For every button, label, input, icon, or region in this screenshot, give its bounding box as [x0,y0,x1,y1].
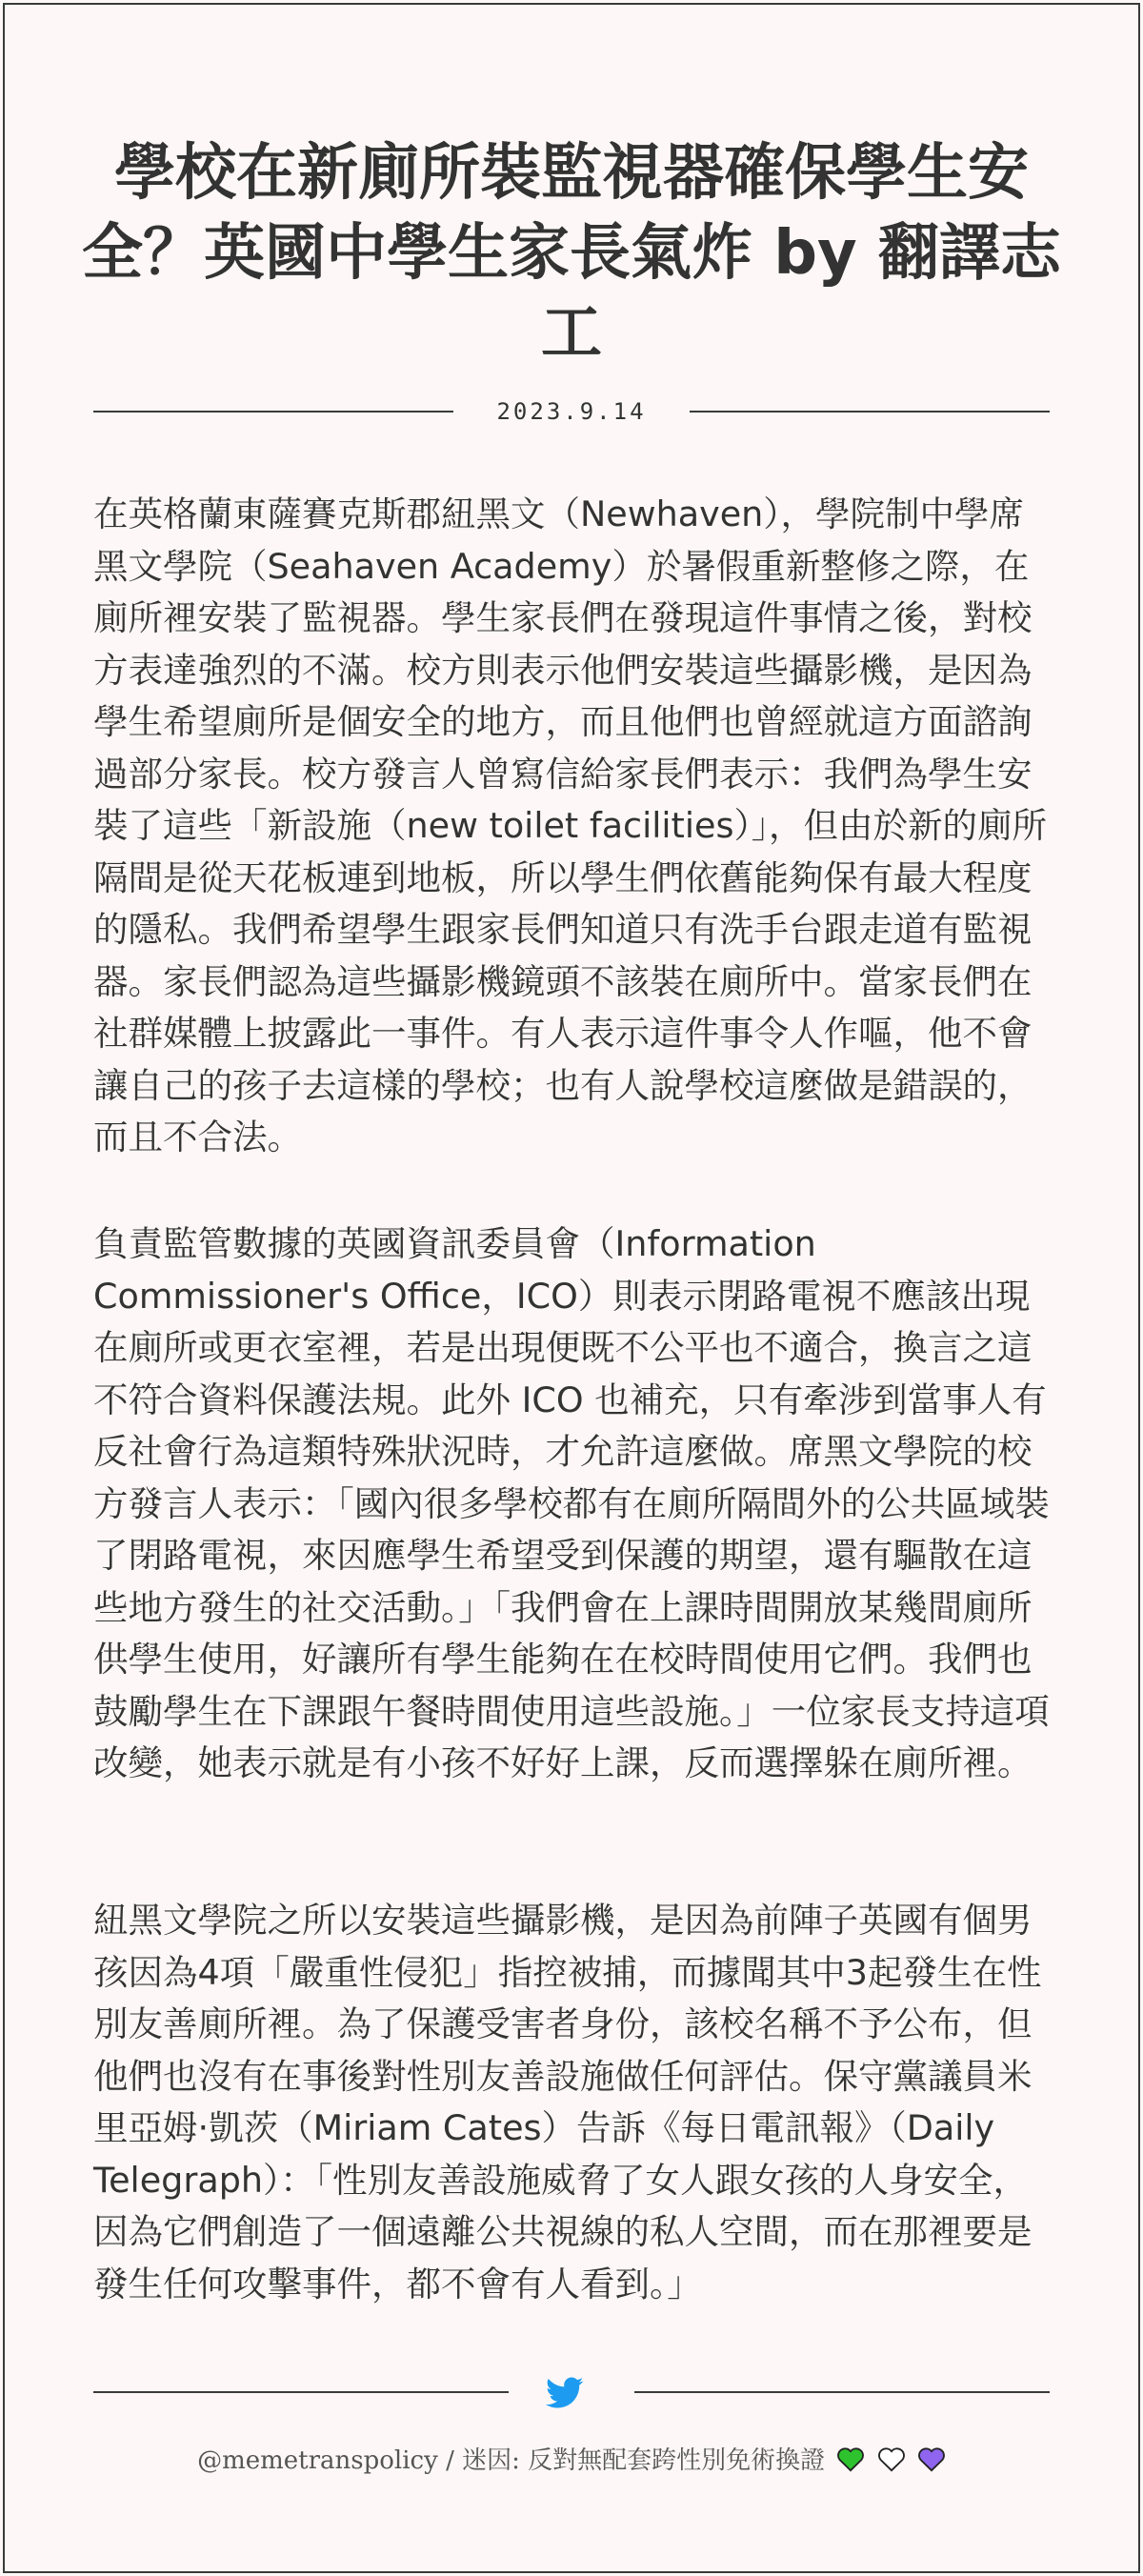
article-title: 學校在新廁所裝監視器確保學生安全？英國中學生家長氣炸 by 翻譯志工 [81,138,1062,369]
footer-divider-left [93,2391,509,2393]
footer-credit [57,2441,1086,2476]
article-date: 2023.9.14 [496,398,647,425]
article-paragraph-1: 在英格蘭東薩賽克斯郡紐黑文（Newhaven），學院制中學席黑文學院（Seahaven Academy）於暑假重新整修之際，在廁所裡安裝了監視器。學生家長們在發現這件事情之後，對校方表達強烈的不滿。校方則表示他們安裝這些攝影機，是因為學生希望廁所是個安全的地方，而且他們也曾經就這方面諮詢過部分家長。校方發言人曾寫信給家長們表示：我們為學生安裝了這些「新設施（new toilet facilities）」，但由於新的廁所隔間是從天花板連到地板，所以學生們依舊能夠保有最大程度的隱私。我們希望學生跟家長們知道只有洗手台跟走道有監視器。家長們認為這些攝影機鏡頭不該裝在廁所中。當家長們在社群媒體上披露此一事件。有人表示這件事令人作嘔，他不會讓自己的孩子去這樣的學校；也有人說學校這麼做是錯誤的，而且不合法。 [93,493,1047,1157]
purple-heart-icon [917,2446,946,2472]
article-paragraph-2: 負責監管數據的英國資訊委員會（Information Commissioner's Office，ICO）則表示閉路電視不應該出現在廁所或更衣室裡，若是出現便既不公平也不適合，換言之這不符合資料保護法規。此外 ICO 也補充，只有牽涉到當事人有反社會行為這類特殊狀況時，才允許這麼做。席黑文學院的校方發言人表示：「國內很多學校都有在廁所隔間外的公共區域裝了閉路電視，來因應學生希望受到保護的期望，還有驅散在這些地方發生的社交活動。」「我們會在上課時間開放某幾間廁所供學生使用，好讓所有學生能夠在在校時間使用它們。我們也鼓勵學生在下課跟午餐時間使用這些設施。」一位家長支持這項改變，她表示就是有小孩不好好上課，反而選擇躲在廁所裡。 [93,1223,1050,1783]
footer-divider-right [634,2391,1050,2393]
date-divider-right [690,411,1050,413]
white-heart-icon [877,2446,906,2472]
footer-handle[interactable]: @memetranspolicy / 迷因: 反對無配套跨性別免術換證 [197,2446,826,2475]
twitter-bird-icon[interactable] [546,2377,584,2409]
date-divider-left [93,411,453,413]
article-paragraph-3: 紐黑文學院之所以安裝這些攝影機，是因為前陣子英國有個男孩因為4項「嚴重性侵犯」指控被捕，而據聞其中3起發生在性別友善廁所裡。為了保護受害者身份，該校名稱不予公布，但他們也沒有在事後對性別友善設施做任何評估。保守黨議員米里亞姆·凱茨（Miriam Cates）告訴《每日電訊報》（Daily Telegraph）：「性別友善設施威脅了女人跟女孩的人身安全，因為它們創造了一個遠離公共視線的私人空間，而在那裡要是發生任何攻擊事件，都不會有人看到。」 [93,1900,1042,2304]
green-heart-icon [836,2446,865,2472]
